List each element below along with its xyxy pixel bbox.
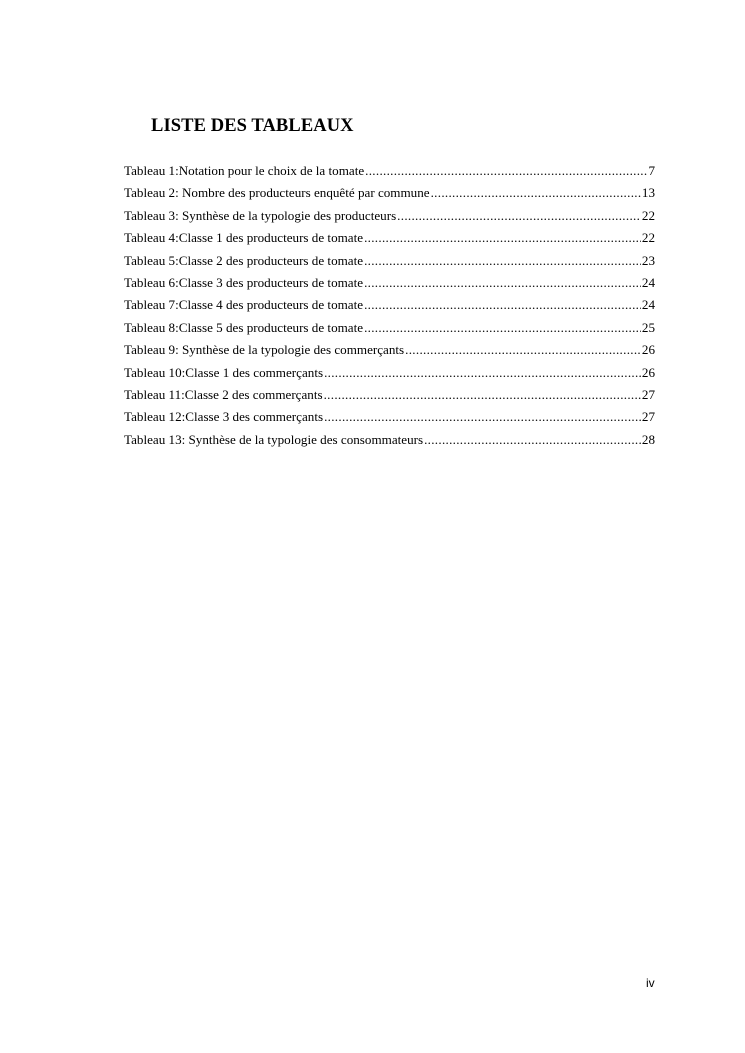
toc-leader-dots bbox=[405, 339, 641, 361]
toc-entry[interactable] bbox=[124, 205, 655, 227]
toc-entry-page: 23 bbox=[641, 252, 655, 268]
toc-entry-page: 26 bbox=[641, 364, 655, 380]
toc-entry-label: Tableau 1:Notation pour le choix de la tomate bbox=[124, 163, 365, 178]
toc-entry[interactable] bbox=[124, 317, 655, 339]
toc-entry[interactable] bbox=[124, 294, 655, 316]
toc-entry-page: 25 bbox=[641, 319, 655, 335]
toc-entry-page: 7 bbox=[648, 163, 655, 178]
toc-entry-label: Tableau 8:Classe 5 des producteurs de tomate bbox=[124, 319, 364, 335]
toc-entry-page: 22 bbox=[641, 207, 655, 223]
toc-entry[interactable] bbox=[124, 250, 655, 272]
toc-entry-label: Tableau 9: Synthèse de la typologie des commerçants bbox=[124, 342, 405, 358]
toc-leader-dots bbox=[324, 406, 641, 428]
toc-entry-label: Tableau 4:Classe 1 des producteurs de tomate bbox=[124, 230, 364, 246]
toc-entry[interactable] bbox=[124, 339, 655, 361]
toc-entry[interactable] bbox=[124, 384, 655, 406]
toc-leader-dots bbox=[364, 250, 641, 272]
toc-entry[interactable] bbox=[124, 182, 655, 204]
toc-leader-dots bbox=[424, 429, 641, 451]
toc-entry-label: Tableau 11:Classe 2 des commerçants bbox=[124, 386, 323, 402]
toc-leader-dots bbox=[365, 160, 647, 182]
toc-entry-label: Tableau 10:Classe 1 des commerçants bbox=[124, 364, 324, 380]
toc-entry[interactable] bbox=[124, 272, 655, 294]
toc-entry-label: Tableau 12:Classe 3 des commerçants bbox=[124, 409, 324, 425]
toc-entry-label: Tableau 6:Classe 3 des producteurs de tomate bbox=[124, 274, 364, 290]
toc-leader-dots bbox=[364, 272, 641, 294]
toc-entry-label: Tableau 5:Classe 2 des producteurs de tomate bbox=[124, 252, 364, 268]
toc-leader-dots bbox=[431, 182, 641, 204]
toc-entry-page: 26 bbox=[641, 342, 655, 358]
toc-entry-label: Tableau 2: Nombre des producteurs enquêté par commune bbox=[124, 185, 430, 201]
toc-entry-label: Tableau 3: Synthèse de la typologie des producteurs bbox=[124, 207, 397, 223]
page-title: LISTE DES TABLEAUX bbox=[151, 116, 354, 137]
toc-entry-page: 13 bbox=[641, 185, 655, 201]
toc-entry-page: 27 bbox=[641, 409, 655, 425]
toc-leader-dots bbox=[397, 205, 641, 227]
toc-entry[interactable] bbox=[124, 160, 655, 182]
toc-leader-dots bbox=[364, 317, 641, 339]
toc-entry-page: 22 bbox=[641, 230, 655, 246]
toc-leader-dots bbox=[364, 227, 641, 249]
toc-entry[interactable] bbox=[124, 227, 655, 249]
page-number: iv bbox=[646, 976, 655, 990]
toc-entry-page: 24 bbox=[641, 274, 655, 290]
toc-entry-label: Tableau 7:Classe 4 des producteurs de tomate bbox=[124, 297, 364, 313]
toc-entry[interactable] bbox=[124, 429, 655, 451]
toc-leader-dots bbox=[364, 294, 641, 316]
table-of-tables-list bbox=[124, 160, 655, 451]
toc-entry-label: Tableau 13: Synthèse de la typologie des consommateurs bbox=[124, 431, 424, 447]
toc-entry-page: 24 bbox=[641, 297, 655, 313]
toc-leader-dots bbox=[324, 362, 641, 384]
toc-entry[interactable] bbox=[124, 406, 655, 428]
toc-leader-dots bbox=[324, 384, 641, 406]
toc-entry-page: 27 bbox=[641, 386, 655, 402]
toc-entry-page: 28 bbox=[641, 431, 655, 447]
toc-entry[interactable] bbox=[124, 362, 655, 384]
